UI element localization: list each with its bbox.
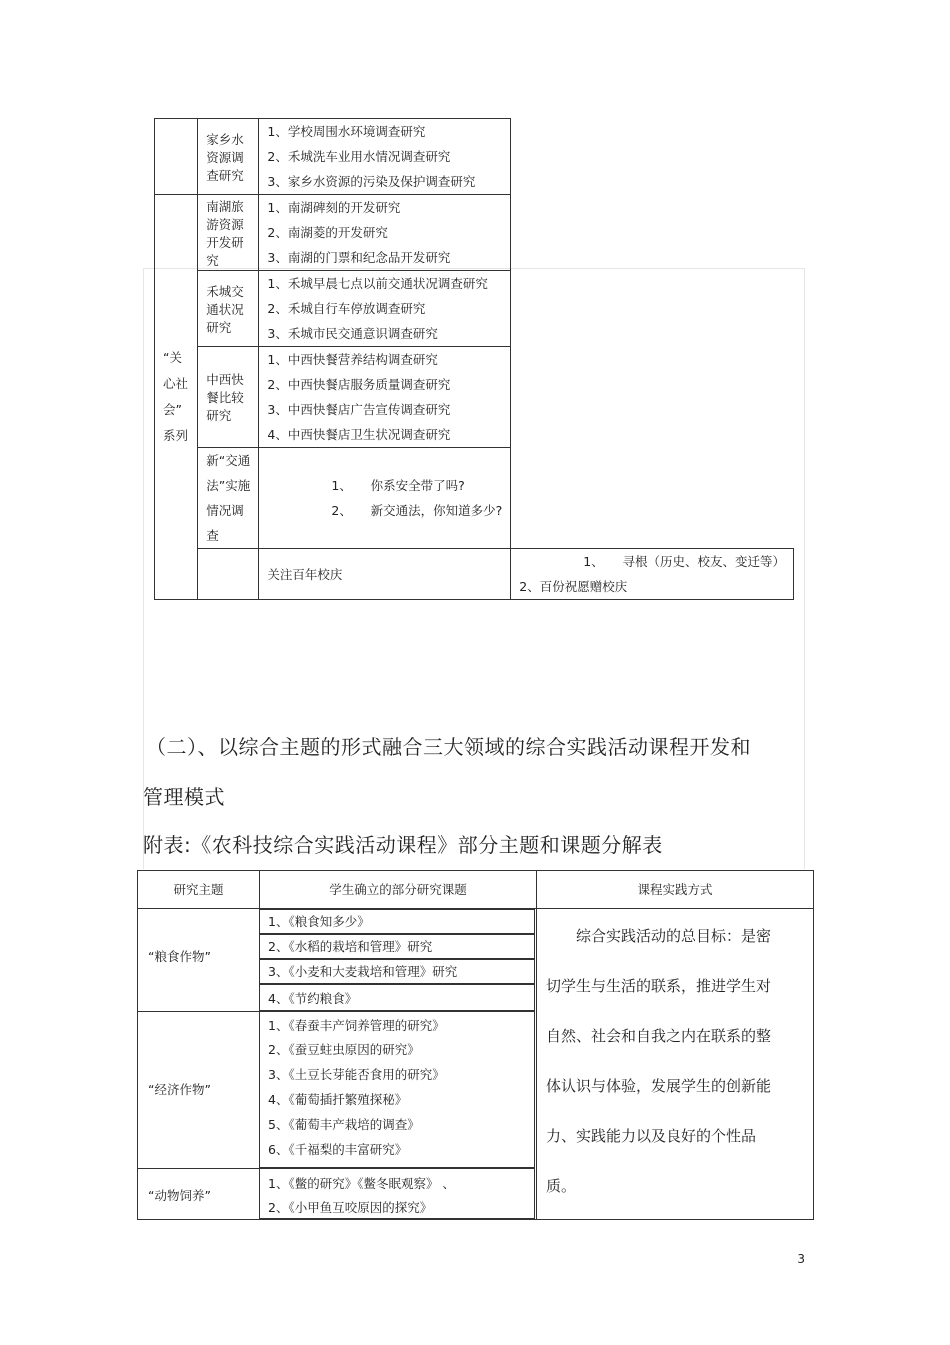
item: 2、禾城洗车业用水情况调查研究 <box>267 149 451 164</box>
topic-item: 2、《水稻的栽培和管理》研究 <box>268 939 433 954</box>
topic-item: 1、《春蚕丰产饲养管理的研究》 <box>268 1018 445 1033</box>
item: 4、中西快餐店卫生状况调查研究 <box>267 427 451 442</box>
theme-animals: “动物饲养” <box>148 1188 211 1203</box>
practice-line: 质。 <box>546 1177 577 1195</box>
society-series-table <box>154 118 794 600</box>
items-cell <box>259 448 511 549</box>
item: 2、禾城自行车停放调查研究 <box>267 301 426 316</box>
item: 2、 新交通法，你知道多少? <box>331 503 503 518</box>
practice-line: 切学生与生活的联系，推进学生对 <box>546 977 772 995</box>
practice-line: 综合实践活动的总目标：是密 <box>546 927 772 945</box>
topic-item: 4、《葡萄插扦繁殖探秘》 <box>268 1092 408 1107</box>
item: 1、禾城早晨七点以前交通状况调查研究 <box>267 276 488 291</box>
theme-grain: “粮食作物” <box>148 949 211 964</box>
topic-item: 2、《小甲鱼互咬原因的探究》 <box>268 1200 433 1215</box>
section-heading-line2: 管理模式 <box>143 785 225 809</box>
items-cell <box>259 119 511 195</box>
topic-item: 3、《小麦和大麦栽培和管理》研究 <box>268 964 458 979</box>
items-cell <box>259 347 511 448</box>
row-divider <box>138 1168 260 1169</box>
series-cell-empty <box>198 549 259 600</box>
appendix-title: 附表:《农科技综合实践活动课程》部分主题和课题分解表 <box>143 833 663 857</box>
topic-item: 2、《蚕豆蛀虫原因的研究》 <box>268 1042 420 1057</box>
items-cell <box>511 549 794 600</box>
series-cell <box>155 195 198 600</box>
series-cell-empty <box>155 119 198 195</box>
section-heading-line1: （二）、以综合主题的形式融合三大领域的综合实践活动课程开发和 <box>146 735 751 759</box>
item: 3、南湖的门票和纪念品开发研究 <box>267 250 451 265</box>
topic-item: 1、《鳖的研究》《鳖冬眠观察》 、 <box>268 1176 455 1191</box>
topic-item: 3、《土豆长芽能否食用的研究》 <box>268 1067 445 1082</box>
topic-item: 5、《葡萄丰产栽培的调查》 <box>268 1117 420 1132</box>
topic-cell: 新“交通法”实施情况调查 <box>198 448 259 549</box>
item: 3、禾城市民交通意识调查研究 <box>267 326 438 341</box>
item: 3、中西快餐店广告宣传调查研究 <box>267 402 451 417</box>
item: 1、 寻根（历史、校友、变迁等） <box>583 554 785 569</box>
topic-cell: 禾城交通状况研究 <box>198 271 259 347</box>
item: 2、百份祝愿赠校庆 <box>519 579 628 594</box>
practice-line: 体认识与体验，发展学生的创新能 <box>546 1077 772 1095</box>
header-topics: 学生确立的部分研究课题 <box>329 882 467 897</box>
header-practice: 课程实践方式 <box>637 882 713 897</box>
item: 2、中西快餐店服务质量调查研究 <box>267 377 451 392</box>
topic-item: 6、《千福梨的丰富研究》 <box>268 1142 408 1157</box>
topic-item: 4、《节约粮食》 <box>268 991 358 1006</box>
item: 2、南湖菱的开发研究 <box>267 225 388 240</box>
col-divider <box>536 871 537 1219</box>
series-label-line2: 系列 <box>163 428 189 443</box>
practice-line: 自然、社会和自我之内在联系的整 <box>546 1027 772 1045</box>
topic-cell: 关注百年校庆 <box>259 549 511 600</box>
item: 1、学校周围水环境调查研究 <box>267 124 426 139</box>
topic-cell: 中西快餐比较研究 <box>198 347 259 448</box>
practice-line: 力、实践能力以及良好的个性品 <box>546 1127 757 1145</box>
series-label-line1: “关心社会” <box>163 350 189 417</box>
page-number: 3 <box>797 1252 805 1266</box>
topic-item: 1、《粮食知多少》 <box>268 914 370 929</box>
items-cell <box>259 195 511 271</box>
header-theme: 研究主题 <box>173 882 224 897</box>
item: 1、 你系安全带了吗? <box>331 478 465 493</box>
row-divider <box>138 1011 260 1012</box>
item: 1、中西快餐营养结构调查研究 <box>267 352 438 367</box>
item: 3、家乡水资源的污染及保护调查研究 <box>267 174 476 189</box>
practice-text <box>546 911 808 1211</box>
topic-cell: 南湖旅游资源开发研究 <box>198 195 259 271</box>
items-cell <box>259 271 511 347</box>
item: 1、南湖碑刻的开发研究 <box>267 200 401 215</box>
theme-cash-crops: “经济作物” <box>148 1082 211 1097</box>
topic-cell: 家乡水资源调查研究 <box>198 119 259 195</box>
